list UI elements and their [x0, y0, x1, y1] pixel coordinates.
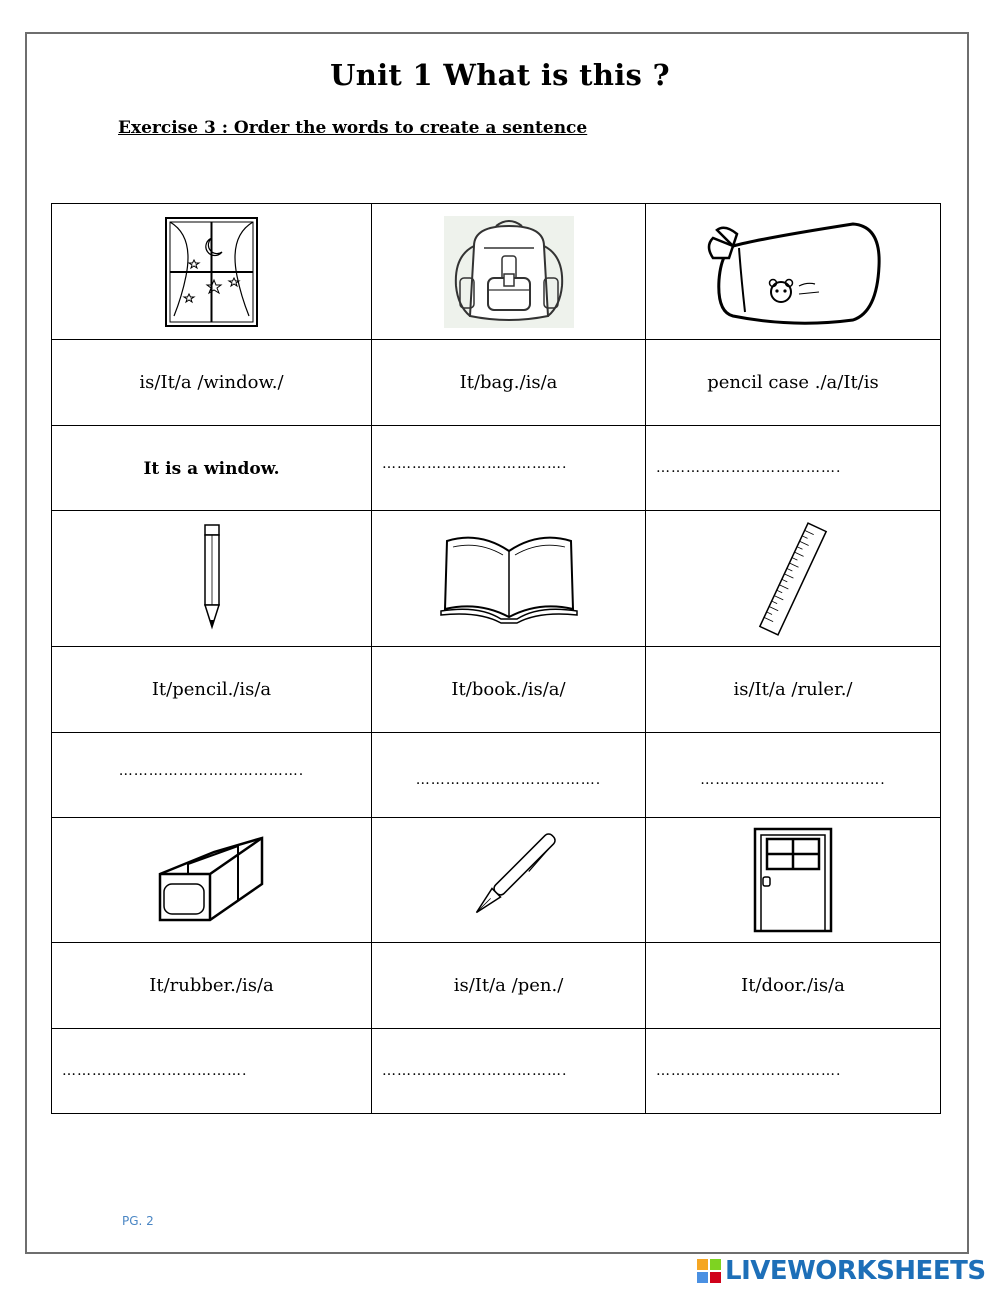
answer-blank[interactable]: ………………………………. — [656, 460, 842, 476]
words-row — [52, 647, 941, 733]
picture-row — [52, 204, 941, 340]
picture-cell — [52, 204, 372, 340]
exercise-instruction: Exercise 3 : Order the words to create a sentence — [118, 118, 588, 138]
answer-cell[interactable] — [646, 733, 941, 818]
scrambled-words: is/It/a /ruler./ — [646, 647, 941, 733]
exercise-table — [51, 203, 941, 1114]
picture-cell — [646, 204, 941, 340]
answer-blank[interactable]: ………………………………. — [700, 772, 886, 788]
brand-name: LIVEWORKSHEETS — [725, 1256, 986, 1286]
pen-icon — [459, 830, 559, 930]
pencil-case-icon — [703, 216, 883, 328]
page-number: PG. 2 — [122, 1214, 154, 1228]
answer-blank[interactable]: ………………………………. — [62, 1063, 248, 1079]
eraser-icon — [154, 834, 269, 926]
scrambled-words: is/It/a /pen./ — [372, 943, 646, 1029]
picture-cell — [52, 818, 372, 943]
scrambled-words: It/rubber./is/a — [52, 943, 372, 1029]
example-answer: It is a window. — [143, 458, 280, 479]
answer-row — [52, 1029, 941, 1114]
picture-cell — [52, 511, 372, 647]
answer-cell[interactable] — [372, 733, 646, 818]
page-title: Unit 1 What is this ? — [330, 58, 670, 92]
picture-cell — [372, 511, 646, 647]
picture-row — [52, 511, 941, 647]
answer-blank[interactable]: ………………………………. — [382, 456, 568, 472]
answer-cell[interactable] — [52, 733, 372, 818]
picture-cell — [646, 511, 941, 647]
picture-row — [52, 818, 941, 943]
scrambled-words: It/book./is/a/ — [372, 647, 646, 733]
answer-row — [52, 733, 941, 818]
answer-cell[interactable] — [646, 426, 941, 511]
answer-cell[interactable] — [52, 1029, 372, 1114]
book-icon — [439, 531, 579, 626]
answer-row — [52, 426, 941, 511]
answer-blank[interactable]: ………………………………. — [656, 1063, 842, 1079]
words-row — [52, 340, 941, 426]
answer-cell[interactable] — [372, 426, 646, 511]
scrambled-words: It/pencil./is/a — [52, 647, 372, 733]
answer-blank[interactable]: ………………………………. — [382, 1063, 568, 1079]
picture-cell — [372, 204, 646, 340]
window-icon — [164, 216, 259, 328]
picture-cell — [372, 818, 646, 943]
scrambled-words: It/door./is/a — [646, 943, 941, 1029]
answer-cell[interactable] — [372, 1029, 646, 1114]
answer-blank[interactable]: ………………………………. — [118, 763, 305, 779]
backpack-icon — [444, 216, 574, 328]
picture-cell — [646, 818, 941, 943]
logo-mark-icon — [697, 1259, 721, 1283]
ruler-icon — [753, 520, 833, 638]
answer-blank[interactable]: ………………………………. — [415, 772, 602, 788]
scrambled-words: is/It/a /window./ — [52, 340, 372, 426]
scrambled-words: pencil case ./a/It/is — [646, 340, 941, 426]
answer-cell[interactable] — [646, 1029, 941, 1114]
words-row — [52, 943, 941, 1029]
scrambled-words: It/bag./is/a — [372, 340, 646, 426]
liveworksheets-logo[interactable] — [697, 1256, 986, 1286]
door-icon — [753, 827, 833, 933]
answer-cell — [52, 426, 372, 511]
pencil-icon — [197, 523, 227, 635]
